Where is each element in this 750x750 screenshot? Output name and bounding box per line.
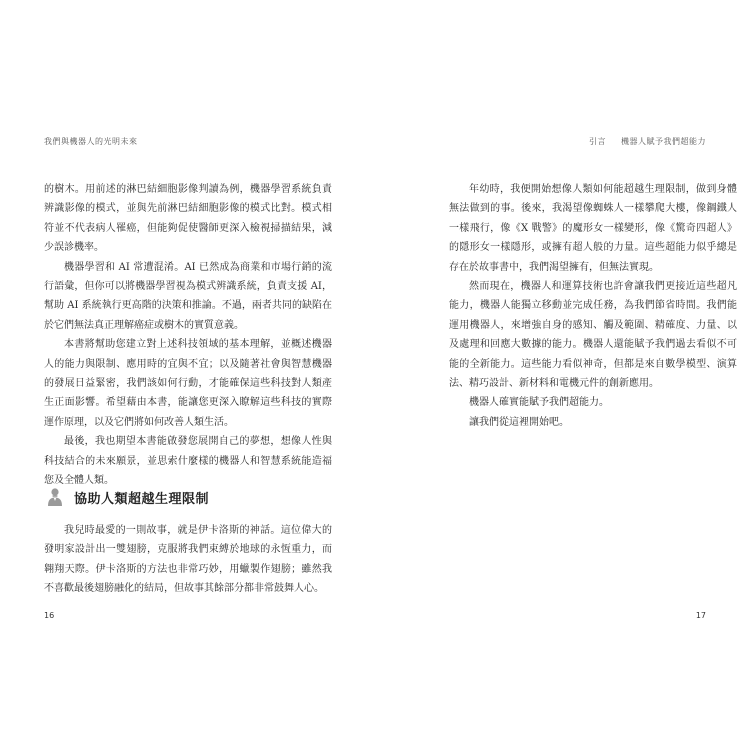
section-title: 協助人類超越生理限制 xyxy=(74,491,210,507)
right-page xyxy=(375,0,750,750)
person-user-icon xyxy=(44,486,66,508)
paragraph: 機器人確實能賦予我們超能力。 xyxy=(469,397,609,409)
running-head-right xyxy=(589,136,706,147)
paragraph: 然而現在，機器人和運算技術也許會讓我們更接近這些超凡能力，機器人能獨立移動並完成任務，為我們節省時間。我們能運用機器人，來增強自身的感知、觸及範圍、精確度、力量、以及處理和回應大數據的能力。機器人還能賦予我們過去看似不可能的全新能力。這些能力看似神奇，但都是來自數學模型、演算法、精巧設計、新材料和電機元件的創新應用。 xyxy=(449,281,737,390)
paragraph: 最後，我也期望本書能啟發您展開自己的夢想，想像人性與科技結合的未來願景，並思索什麼樣的機器人和智慧系統能造福您及全體人類。 xyxy=(44,436,332,487)
paragraph: 的樹木。用前述的淋巴結細胞影像判讀為例，機器學習系統負責辨識影像的模式，並與先前淋巴結細胞影像的模式比對。模式相符並不代表病人罹癌，但能夠促使醫師更深入檢視掃描結果，減少誤診機率。 xyxy=(44,184,332,254)
paragraph: 年幼時，我便開始想像人類如何能超越生理限制，做到身體無法做到的事。後來，我渴望像蜘蛛人一樣攀爬大樓，像鋼鐵人一樣飛行，像《X 戰警》的魔形女一樣變形，像《驚奇四超人》的隱形女一樣隱形，或擁有超人般的力量。這些超能力似乎總是存在於故事書中，我們渴望擁有，但無法實現。 xyxy=(449,184,737,273)
left-body-bottom xyxy=(44,521,332,599)
running-head-left: 我們與機器人的光明未來 xyxy=(44,137,138,146)
paragraph: 本書將幫助您建立對上述科技領域的基本理解，並概述機器人的能力與限制、應用時的宜與不宜；以及隨著社會與智慧機器的發展日益緊密，我們該如何行動，才能確保這些科技對人類產生正面影響。希望藉由本書，能讓您更深入瞭解這些科技的實際運作原理，以及它們將如何改善人類生活。 xyxy=(44,339,332,428)
paragraph: 讓我們從這裡開始吧。 xyxy=(469,416,569,428)
section-heading xyxy=(44,486,332,508)
paragraph: 我兒時最愛的一則故事，就是伊卡洛斯的神話。這位偉大的發明家設計出一雙翅膀，克服將我們束縛於地球的永恆重力，而翱翔天際。伊卡洛斯的方法也非常巧妙，用蠟製作翅膀；雖然我不喜歡最後翅膀融化的結局，但故事其餘部分都非常鼓舞人心。 xyxy=(44,525,332,595)
page-number-left: 16 xyxy=(44,611,55,620)
page-number-right: 17 xyxy=(695,611,706,620)
paragraph: 機器學習和 AI 常遭混淆。AI 已然成為商業和市場行銷的流行語彙，但你可以將機器學習視為模式辨識系統，負責支援 AI，幫助 AI 系統執行更高階的決策和推論。不過，兩者共同的缺陷在於它們無法真正理解癌症或樹木的實質意義。 xyxy=(44,261,332,331)
chapter-label: 引言 xyxy=(588,137,606,146)
left-body-top xyxy=(44,180,332,491)
chapter-title: 機器人賦予我們超能力 xyxy=(621,137,706,146)
right-body xyxy=(449,180,737,432)
